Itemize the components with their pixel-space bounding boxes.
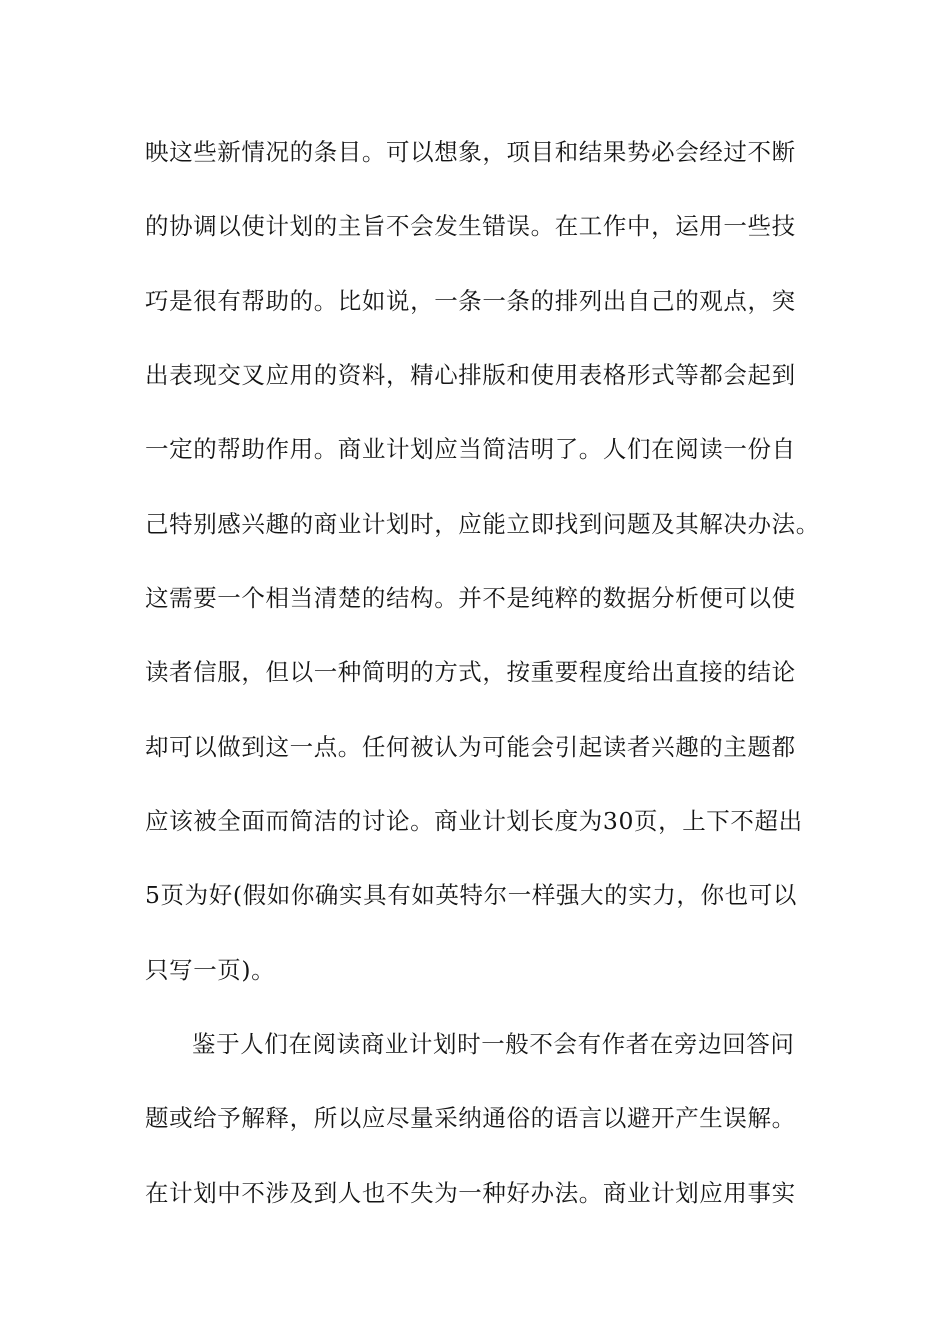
text-line: 只写一页)。 [145,956,276,984]
text-line: 这需要一个相当清楚的结构。并不是纯粹的数据分析便可以使 [145,584,796,612]
text-line: 应该被全面而简洁的讨论。商业计划长度为30页，上下不超出 [145,807,803,835]
text-line: 在计划中不涉及到人也不失为一种好办法。商业计划应用事实 [145,1179,796,1207]
text-line: 却可以做到这一点。任何被认为可能会引起读者兴趣的主题都 [145,733,796,761]
text-line: 映这些新情况的条目。可以想象，项目和结果势必会经过不断 [145,138,796,166]
text-line: 巧是很有帮助的。比如说，一条一条的排列出自己的观点，突 [145,287,796,315]
paragraph-first-line: 鉴于人们在阅读商业计划时一般不会有作者在旁边回答问 [192,1030,795,1058]
text-line: 读者信服，但以一种简明的方式，按重要程度给出直接的结论 [145,658,796,686]
text-line: 己特别感兴趣的商业计划时，应能立即找到问题及其解决办法。 [145,510,820,538]
text-line: 一定的帮助作用。商业计划应当简洁明了。人们在阅读一份自 [145,435,796,463]
text-line: 出表现交叉应用的资料，精心排版和使用表格形式等都会起到 [145,361,796,389]
text-line: 5页为好(假如你确实具有如英特尔一样强大的实力，你也可以 [145,881,797,909]
text-line: 的协调以使计划的主旨不会发生错误。在工作中，运用一些技 [145,212,796,240]
text-line: 题或给予解释，所以应尽量采纳通俗的语言以避开产生误解。 [145,1104,796,1132]
